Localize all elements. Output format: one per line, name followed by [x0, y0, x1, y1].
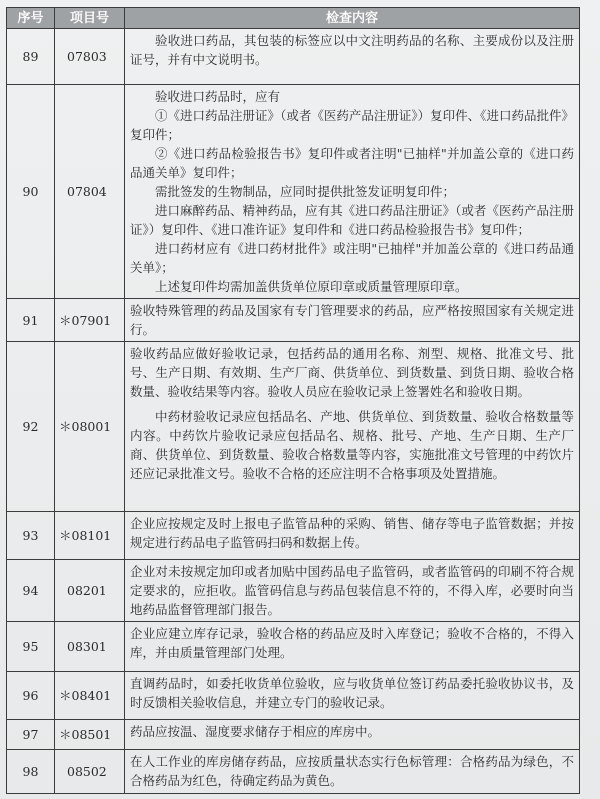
header-code: 项目号	[55, 8, 125, 29]
row-code: 08502	[55, 750, 125, 794]
row-seq: 98	[7, 750, 55, 794]
table-row	[7, 672, 580, 720]
content-paragraph: 企业应按规定及时上报电子监管品种的采购、销售、储存等电子监管数据；并按规定进行药品电子监管码扫码和数据上传。	[130, 516, 574, 550]
row-seq: 96	[7, 672, 55, 720]
row-content	[125, 299, 580, 342]
row-seq: 95	[7, 622, 55, 672]
row-content	[125, 750, 580, 794]
header-seq: 序号	[7, 8, 55, 29]
row-code: ＊08401	[55, 672, 125, 720]
table-row	[7, 750, 580, 794]
content-paragraph: 进口药材应有《进口药材批件》或注明"已抽样"并加盖公章的《进口药品通关单》；	[130, 241, 574, 275]
content-paragraph: 上述复印件均需加盖供货单位原印章或质量管理原印章。	[155, 279, 468, 294]
row-code: 08301	[55, 622, 125, 672]
content-paragraph: 药品应按温、湿度要求储存于相应的库房中。	[130, 724, 381, 739]
table-row	[7, 29, 580, 85]
table-row	[7, 622, 580, 672]
table-row	[7, 299, 580, 342]
content-paragraph: 验收进口药品，其包装的标签应以中文注明药品的名称、主要成份以及注册证号，并有中文说明书。	[130, 33, 574, 67]
table-row	[7, 342, 580, 512]
row-seq: 94	[7, 560, 55, 622]
content-paragraph: ②《进口药品检验报告书》复印件或者注明"已抽样"并加盖公章的《进口药品通关单》复印件；	[130, 146, 574, 180]
row-content	[125, 560, 580, 622]
row-content	[125, 512, 580, 560]
row-seq: 91	[7, 299, 55, 342]
row-content	[125, 29, 580, 85]
row-seq: 97	[7, 720, 55, 750]
table-row	[7, 512, 580, 560]
row-seq: 89	[7, 29, 55, 85]
row-code: ＊08001	[55, 342, 125, 512]
row-seq: 92	[7, 342, 55, 512]
row-content	[125, 342, 580, 512]
inspection-table	[6, 7, 580, 794]
content-paragraph: 中药材验收记录应包括品名、产地、供货单位、到货数量、验收合格数量等内容。中药饮片验收记录应包括品名、规格、批号、产地、生产日期、生产厂商、供货单位、到货数量、验收合格数量等内容，实施批准文号管理的中药饮片还应记录批准文号。验收不合格的还应注明不合格事项及处置措施。	[130, 409, 574, 481]
table-row	[7, 560, 580, 622]
table-header-row	[7, 8, 580, 29]
row-seq: 90	[7, 85, 55, 299]
row-seq: 93	[7, 512, 55, 560]
content-paragraph: 企业对未按规定加印或者加贴中国药品电子监管码，或者监管码的印刷不符合规定要求的，应拒收。监管码信息与药品包装信息不符的，不得入库，必要时向当地药品监督管理部门报告。	[130, 564, 574, 617]
content-paragraph: 企业应建立库存记录，验收合格的药品应及时入库登记；验收不合格的，不得入库，并由质量管理部门处理。	[130, 626, 574, 660]
row-code: ＊08101	[55, 512, 125, 560]
table-row	[7, 85, 580, 299]
content-paragraph: 进口麻醉药品、精神药品，应有其《进口药品注册证》（或者《医药产品注册证》）复印件、《进口准许证》复印件和《进口药品检验报告书》复印件；	[130, 203, 574, 237]
row-code: ＊07901	[55, 299, 125, 342]
row-code: ＊08501	[55, 720, 125, 750]
content-paragraph: 验收药品应做好验收记录，包括药品的通用名称、剂型、规格、批准文号、批号、生产日期、有效期、生产厂商、供货单位、到货数量、到货日期、验收合格数量、验收结果等内容。验收人员应在验收记录上签署姓名和验收日期。	[130, 346, 574, 399]
content-paragraph: 在人工作业的库房储存药品，应按质量状态实行色标管理：合格药品为绿色，不合格药品为红色，待确定药品为黄色。	[130, 754, 574, 788]
row-code: 07804	[55, 85, 125, 299]
row-content	[125, 622, 580, 672]
table-row	[7, 720, 580, 750]
content-paragraph: 直调药品时，如委托收货单位验收，应与收货单位签订药品委托验收协议书，及时反馈相关验收信息，并建立专门的验收记录。	[130, 676, 574, 710]
row-content	[125, 85, 580, 299]
content-paragraph: 需批签发的生物制品，应同时提供批签发证明复印件；	[155, 184, 456, 199]
row-code: 07803	[55, 29, 125, 85]
content-paragraph: 验收进口药品时，应有	[155, 89, 281, 104]
content-paragraph: ①《进口药品注册证》（或者《医药产品注册证》）复印件、《进口药品批件》复印件；	[130, 108, 574, 142]
content-paragraph: 验收特殊管理的药品及国家有专门管理要求的药品，应严格按照国家有关规定进行。	[130, 303, 574, 337]
row-code: 08201	[55, 560, 125, 622]
row-content	[125, 672, 580, 720]
header-content: 检查内容	[125, 8, 580, 29]
row-content	[125, 720, 580, 750]
